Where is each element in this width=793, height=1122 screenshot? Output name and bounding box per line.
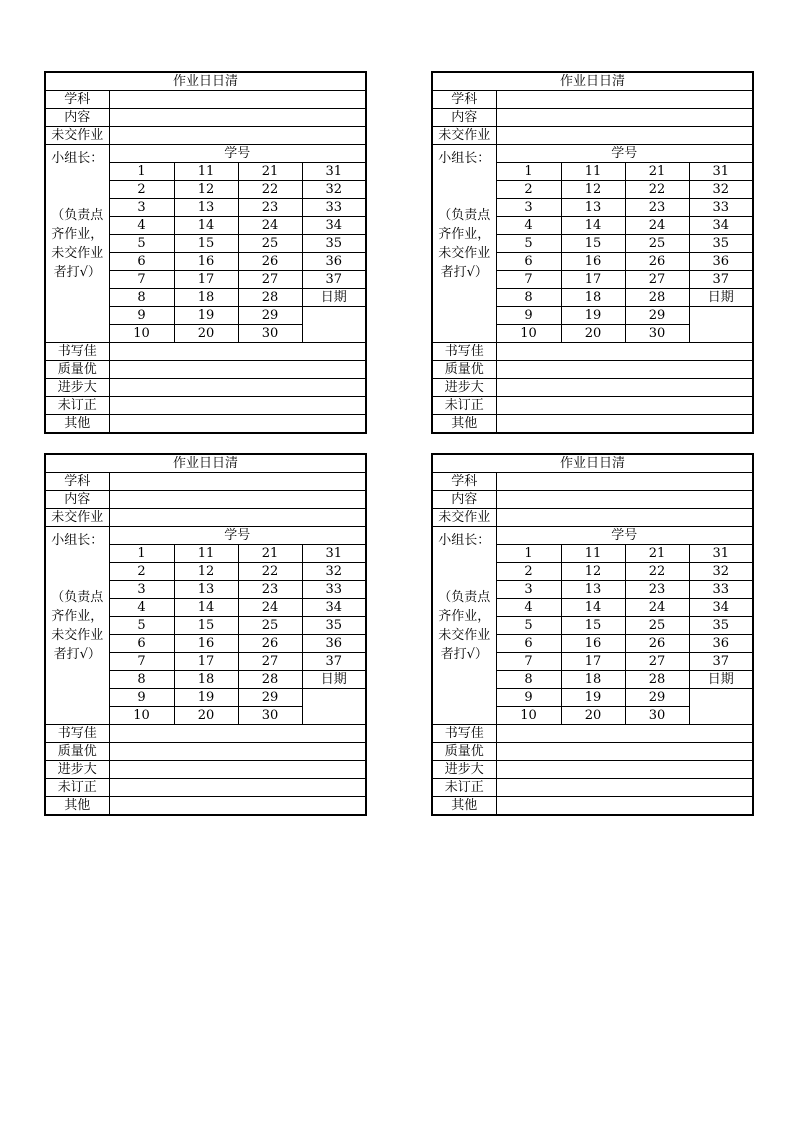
student-number-cell[interactable]: 6	[496, 253, 561, 271]
student-number-cell[interactable]: 25	[238, 617, 302, 635]
student-number-cell[interactable]: 29	[625, 307, 689, 325]
card-title: 作业日日清	[432, 454, 753, 473]
student-number-cell[interactable]: 18	[174, 671, 238, 689]
homework-table	[44, 71, 367, 434]
student-number-cell[interactable]: 9	[109, 689, 174, 707]
student-number-cell[interactable]: 5	[496, 617, 561, 635]
student-number-cell[interactable]: 3	[496, 581, 561, 599]
student-number-cell[interactable]: 17	[174, 271, 238, 289]
student-number-cell[interactable]: 22	[625, 181, 689, 199]
student-number-cell[interactable]: 7	[496, 271, 561, 289]
neat-writing-field[interactable]	[496, 343, 753, 361]
group-leader-instructions: （负责点齐作业，未交作业者打√）	[438, 590, 491, 662]
group-leader-label: 小组长：	[51, 151, 104, 166]
student-number-cell[interactable]: 36	[689, 635, 753, 653]
missing-homework-field[interactable]	[496, 509, 753, 527]
content-field[interactable]	[109, 109, 366, 127]
student-number-cell[interactable]: 25	[238, 235, 302, 253]
label-neat-writing: 书写佳	[432, 725, 496, 743]
neat-writing-field[interactable]	[109, 343, 366, 361]
date-field[interactable]	[689, 307, 753, 343]
other-field[interactable]	[496, 797, 753, 816]
student-number-cell[interactable]: 37	[302, 271, 366, 289]
group-leader-label: 小组长：	[438, 533, 491, 548]
subject-field[interactable]	[109, 473, 366, 491]
student-number-cell[interactable]: 16	[561, 253, 625, 271]
student-number-cell[interactable]: 36	[302, 253, 366, 271]
group-leader-cell	[432, 527, 496, 725]
student-number-cell[interactable]: 25	[625, 617, 689, 635]
label-missing-homework: 未交作业	[432, 509, 496, 527]
student-number-cell[interactable]: 3	[109, 199, 174, 217]
student-number-cell[interactable]: 16	[174, 635, 238, 653]
student-number-cell[interactable]: 9	[109, 307, 174, 325]
student-number-cell[interactable]: 24	[625, 217, 689, 235]
student-number-cell[interactable]: 16	[174, 253, 238, 271]
label-missing-homework: 未交作业	[45, 127, 109, 145]
student-number-cell[interactable]: 23	[238, 199, 302, 217]
student-number-cell[interactable]: 32	[302, 563, 366, 581]
student-number-cell[interactable]: 9	[496, 307, 561, 325]
big-progress-field[interactable]	[496, 379, 753, 397]
student-number-cell[interactable]: 13	[174, 199, 238, 217]
label-good-quality: 质量优	[45, 361, 109, 379]
label-neat-writing: 书写佳	[45, 725, 109, 743]
uncorrected-field[interactable]	[496, 779, 753, 797]
label-missing-homework: 未交作业	[432, 127, 496, 145]
student-number-cell[interactable]: 35	[689, 235, 753, 253]
student-number-cell[interactable]: 2	[109, 181, 174, 199]
student-number-cell[interactable]: 11	[174, 163, 238, 181]
student-number-cell[interactable]: 15	[174, 617, 238, 635]
student-number-cell[interactable]: 26	[625, 635, 689, 653]
label-other: 其他	[432, 797, 496, 816]
student-number-cell[interactable]: 28	[238, 671, 302, 689]
student-number-cell[interactable]: 34	[689, 217, 753, 235]
student-number-cell[interactable]: 4	[496, 217, 561, 235]
student-number-cell[interactable]: 26	[238, 253, 302, 271]
big-progress-field[interactable]	[496, 761, 753, 779]
student-number-cell[interactable]: 30	[625, 707, 689, 725]
label-subject: 学科	[432, 473, 496, 491]
label-other: 其他	[45, 415, 109, 434]
student-number-cell[interactable]: 21	[238, 163, 302, 181]
student-number-cell[interactable]: 5	[109, 617, 174, 635]
other-field[interactable]	[109, 797, 366, 816]
label-uncorrected: 未订正	[432, 779, 496, 797]
card-bottom-right	[431, 453, 752, 816]
student-number-cell[interactable]: 8	[496, 671, 561, 689]
student-number-header: 学号	[109, 145, 366, 163]
student-number-cell[interactable]: 19	[174, 307, 238, 325]
student-number-cell[interactable]: 11	[174, 545, 238, 563]
label-neat-writing: 书写佳	[432, 343, 496, 361]
label-other: 其他	[45, 797, 109, 816]
student-number-cell[interactable]: 31	[689, 163, 753, 181]
student-number-cell[interactable]: 27	[238, 271, 302, 289]
student-number-cell[interactable]: 33	[302, 199, 366, 217]
label-good-quality: 质量优	[432, 361, 496, 379]
student-number-cell[interactable]: 12	[561, 563, 625, 581]
student-number-cell[interactable]: 21	[238, 545, 302, 563]
student-number-cell[interactable]: 3	[496, 199, 561, 217]
student-number-cell[interactable]: 28	[625, 671, 689, 689]
student-number-cell[interactable]: 34	[302, 599, 366, 617]
card-title: 作业日日清	[45, 72, 366, 91]
student-number-cell[interactable]: 26	[625, 253, 689, 271]
student-number-cell[interactable]: 7	[496, 653, 561, 671]
label-subject: 学科	[45, 473, 109, 491]
student-number-cell[interactable]: 14	[561, 217, 625, 235]
student-number-cell[interactable]: 20	[561, 325, 625, 343]
label-uncorrected: 未订正	[45, 779, 109, 797]
student-number-cell[interactable]: 29	[238, 689, 302, 707]
student-number-cell[interactable]: 37	[689, 271, 753, 289]
student-number-cell[interactable]: 1	[496, 545, 561, 563]
student-number-cell[interactable]: 32	[689, 181, 753, 199]
student-number-cell[interactable]: 31	[302, 163, 366, 181]
student-number-cell[interactable]: 15	[561, 617, 625, 635]
group-leader-cell	[432, 145, 496, 343]
student-number-cell[interactable]: 27	[625, 271, 689, 289]
student-number-cell[interactable]: 18	[174, 289, 238, 307]
big-progress-field[interactable]	[109, 761, 366, 779]
student-number-cell[interactable]: 21	[625, 163, 689, 181]
student-number-cell[interactable]: 15	[561, 235, 625, 253]
student-number-cell[interactable]: 17	[561, 653, 625, 671]
uncorrected-field[interactable]	[109, 397, 366, 415]
student-number-cell[interactable]: 14	[561, 599, 625, 617]
label-subject: 学科	[45, 91, 109, 109]
label-big-progress: 进步大	[45, 761, 109, 779]
other-field[interactable]	[496, 415, 753, 434]
student-number-cell[interactable]: 19	[561, 689, 625, 707]
student-number-cell[interactable]: 8	[109, 671, 174, 689]
subject-field[interactable]	[109, 91, 366, 109]
label-other: 其他	[432, 415, 496, 434]
student-number-cell[interactable]: 17	[174, 653, 238, 671]
student-number-cell[interactable]: 23	[238, 581, 302, 599]
student-number-cell[interactable]: 11	[561, 163, 625, 181]
student-number-cell[interactable]: 5	[109, 235, 174, 253]
neat-writing-field[interactable]	[496, 725, 753, 743]
student-number-cell[interactable]: 32	[302, 181, 366, 199]
student-number-cell[interactable]: 35	[689, 617, 753, 635]
student-number-cell[interactable]: 3	[109, 581, 174, 599]
student-number-cell[interactable]: 4	[109, 217, 174, 235]
student-number-cell[interactable]: 10	[109, 325, 174, 343]
student-number-cell[interactable]: 8	[496, 289, 561, 307]
date-field[interactable]	[689, 689, 753, 725]
student-number-cell[interactable]: 16	[561, 635, 625, 653]
label-content: 内容	[45, 491, 109, 509]
student-number-cell[interactable]: 30	[238, 325, 302, 343]
student-number-cell[interactable]: 1	[496, 163, 561, 181]
student-number-cell[interactable]: 30	[238, 707, 302, 725]
group-leader-instructions: （负责点齐作业，未交作业者打√）	[438, 208, 491, 280]
subject-field[interactable]	[496, 91, 753, 109]
student-number-cell[interactable]: 14	[174, 599, 238, 617]
student-number-cell[interactable]: 18	[561, 671, 625, 689]
student-number-cell[interactable]: 19	[174, 689, 238, 707]
student-number-cell[interactable]: 13	[174, 581, 238, 599]
label-big-progress: 进步大	[432, 761, 496, 779]
neat-writing-field[interactable]	[109, 725, 366, 743]
student-number-cell[interactable]: 6	[109, 635, 174, 653]
good-quality-field[interactable]	[109, 743, 366, 761]
student-number-cell[interactable]: 22	[625, 563, 689, 581]
student-number-cell[interactable]: 10	[496, 707, 561, 725]
student-number-cell[interactable]: 6	[109, 253, 174, 271]
student-number-cell[interactable]: 11	[561, 545, 625, 563]
homework-table	[431, 71, 754, 434]
missing-homework-field[interactable]	[109, 127, 366, 145]
group-leader-cell	[45, 527, 109, 725]
student-number-cell[interactable]: 15	[174, 235, 238, 253]
date-label[interactable]: 日期	[689, 289, 753, 307]
student-number-cell[interactable]: 33	[689, 581, 753, 599]
student-number-cell[interactable]: 36	[302, 635, 366, 653]
label-big-progress: 进步大	[45, 379, 109, 397]
student-number-cell[interactable]: 20	[174, 325, 238, 343]
label-uncorrected: 未订正	[45, 397, 109, 415]
content-field[interactable]	[109, 491, 366, 509]
student-number-cell[interactable]: 10	[496, 325, 561, 343]
student-number-cell[interactable]: 24	[238, 217, 302, 235]
student-number-cell[interactable]: 8	[109, 289, 174, 307]
student-number-cell[interactable]: 29	[238, 307, 302, 325]
student-number-cell[interactable]: 6	[496, 635, 561, 653]
homework-table	[431, 453, 754, 816]
label-good-quality: 质量优	[432, 743, 496, 761]
label-neat-writing: 书写佳	[45, 343, 109, 361]
student-number-cell[interactable]: 22	[238, 181, 302, 199]
student-number-cell[interactable]: 33	[689, 199, 753, 217]
student-number-cell[interactable]: 29	[625, 689, 689, 707]
content-field[interactable]	[496, 491, 753, 509]
student-number-cell[interactable]: 23	[625, 581, 689, 599]
student-number-cell[interactable]: 31	[689, 545, 753, 563]
student-number-cell[interactable]: 28	[625, 289, 689, 307]
label-uncorrected: 未订正	[432, 397, 496, 415]
card-top-left	[44, 71, 365, 434]
student-number-cell[interactable]: 13	[561, 199, 625, 217]
student-number-cell[interactable]: 19	[561, 307, 625, 325]
student-number-cell[interactable]: 22	[238, 563, 302, 581]
student-number-cell[interactable]: 12	[174, 563, 238, 581]
student-number-cell[interactable]: 37	[689, 653, 753, 671]
student-number-cell[interactable]: 12	[174, 181, 238, 199]
label-content: 内容	[45, 109, 109, 127]
student-number-cell[interactable]: 2	[496, 181, 561, 199]
student-number-cell[interactable]: 24	[238, 599, 302, 617]
student-number-cell[interactable]: 13	[561, 581, 625, 599]
missing-homework-field[interactable]	[109, 509, 366, 527]
student-number-header: 学号	[496, 527, 753, 545]
subject-field[interactable]	[496, 473, 753, 491]
card-bottom-left	[44, 453, 365, 816]
student-number-cell[interactable]: 10	[109, 707, 174, 725]
group-leader-label: 小组长：	[51, 533, 104, 548]
student-number-cell[interactable]: 30	[625, 325, 689, 343]
student-number-cell[interactable]: 35	[302, 235, 366, 253]
student-number-cell[interactable]: 21	[625, 545, 689, 563]
group-leader-instructions: （负责点齐作业，未交作业者打√）	[51, 590, 104, 662]
date-label[interactable]: 日期	[302, 289, 366, 307]
student-number-header: 学号	[496, 145, 753, 163]
homework-table	[44, 453, 367, 816]
student-number-cell[interactable]: 20	[561, 707, 625, 725]
student-number-cell[interactable]: 37	[302, 653, 366, 671]
student-number-cell[interactable]: 1	[109, 163, 174, 181]
label-subject: 学科	[432, 91, 496, 109]
student-number-cell[interactable]: 14	[174, 217, 238, 235]
date-label[interactable]: 日期	[689, 671, 753, 689]
student-number-cell[interactable]: 5	[496, 235, 561, 253]
student-number-cell[interactable]: 25	[625, 235, 689, 253]
label-content: 内容	[432, 109, 496, 127]
student-number-cell[interactable]: 12	[561, 181, 625, 199]
other-field[interactable]	[109, 415, 366, 434]
content-field[interactable]	[496, 109, 753, 127]
student-number-cell[interactable]: 36	[689, 253, 753, 271]
student-number-cell[interactable]: 27	[625, 653, 689, 671]
uncorrected-field[interactable]	[496, 397, 753, 415]
group-leader-instructions: （负责点齐作业，未交作业者打√）	[51, 208, 104, 280]
card-top-right	[431, 71, 752, 434]
good-quality-field[interactable]	[109, 361, 366, 379]
student-number-cell[interactable]: 31	[302, 545, 366, 563]
label-big-progress: 进步大	[432, 379, 496, 397]
student-number-cell[interactable]: 7	[109, 653, 174, 671]
student-number-cell[interactable]: 26	[238, 635, 302, 653]
good-quality-field[interactable]	[496, 743, 753, 761]
card-title: 作业日日清	[45, 454, 366, 473]
student-number-cell[interactable]: 28	[238, 289, 302, 307]
student-number-cell[interactable]: 32	[689, 563, 753, 581]
student-number-cell[interactable]: 20	[174, 707, 238, 725]
label-missing-homework: 未交作业	[45, 509, 109, 527]
student-number-cell[interactable]: 1	[109, 545, 174, 563]
student-number-cell[interactable]: 18	[561, 289, 625, 307]
student-number-header: 学号	[109, 527, 366, 545]
date-field[interactable]	[302, 307, 366, 343]
student-number-cell[interactable]: 35	[302, 617, 366, 635]
group-leader-cell	[45, 145, 109, 343]
student-number-cell[interactable]: 34	[689, 599, 753, 617]
student-number-cell[interactable]: 2	[496, 563, 561, 581]
student-number-cell[interactable]: 4	[496, 599, 561, 617]
student-number-cell[interactable]: 27	[238, 653, 302, 671]
student-number-cell[interactable]: 33	[302, 581, 366, 599]
good-quality-field[interactable]	[496, 361, 753, 379]
date-label[interactable]: 日期	[302, 671, 366, 689]
date-field[interactable]	[302, 689, 366, 725]
label-content: 内容	[432, 491, 496, 509]
missing-homework-field[interactable]	[496, 127, 753, 145]
uncorrected-field[interactable]	[109, 779, 366, 797]
student-number-cell[interactable]: 24	[625, 599, 689, 617]
group-leader-label: 小组长：	[438, 151, 491, 166]
card-title: 作业日日清	[432, 72, 753, 91]
label-good-quality: 质量优	[45, 743, 109, 761]
student-number-cell[interactable]: 7	[109, 271, 174, 289]
student-number-cell[interactable]: 34	[302, 217, 366, 235]
student-number-cell[interactable]: 17	[561, 271, 625, 289]
student-number-cell[interactable]: 2	[109, 563, 174, 581]
student-number-cell[interactable]: 23	[625, 199, 689, 217]
big-progress-field[interactable]	[109, 379, 366, 397]
student-number-cell[interactable]: 9	[496, 689, 561, 707]
student-number-cell[interactable]: 4	[109, 599, 174, 617]
